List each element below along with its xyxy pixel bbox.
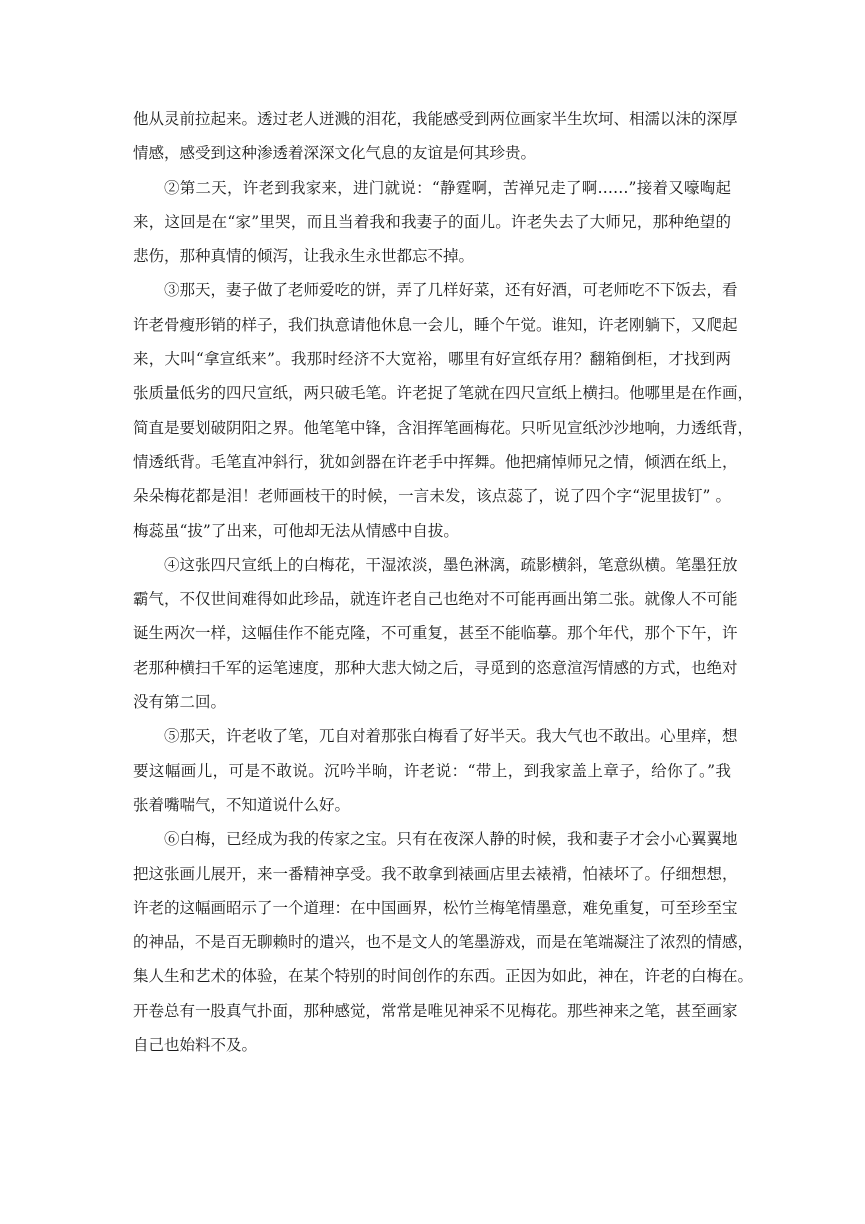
text-line: ③那天，妻子做了老师爱吃的饼，弄了几样好菜，还有好酒，可老师吃不下饭去，看 (164, 281, 738, 300)
text-line: 许老骨瘦形销的样子，我们执意请他休息一会儿，睡个午觉。谁知，许老刚躺下，又爬起 (133, 315, 738, 334)
paragraph-3 (133, 273, 754, 547)
text-line: ④这张四尺宣纸上的白梅花，干湿浓淡，墨色淋漓，疏影横斜，笔意纵横。笔墨狂放 (164, 555, 738, 574)
paragraph-continuation (133, 102, 738, 171)
text-line: 张质量低劣的四尺宣纸，两只破毛笔。许老捉了笔就在四尺宣纸上横扫。他哪里是在作画， (133, 384, 754, 403)
text-line: 诞生两次一样，这幅佳作不能克隆，不可重复，甚至不能临摹。那个年代，那个下午，许 (133, 624, 738, 643)
text-line: 把这张画儿展开，来一番精神享受。我不敢拿到裱画店里去裱褙，怕裱坏了。仔细想想， (133, 864, 738, 883)
text-line: 张着嘴喘气，不知道说什么好。 (133, 795, 351, 814)
text-line: 情透纸背。毛笔直冲斜行，犹如剑器在许老手中挥舞。他把痛悼师兄之情，倾洒在纸上， (133, 452, 738, 471)
text-line: 来，这回是在“家”里哭，而且当着我和我妻子的面儿。许老失去了大师兄，那种绝望的 (133, 212, 731, 231)
text-line: 来，大叫“拿宣纸来”。我那时经济不大宽裕，哪里有好宣纸存用？翻箱倒柜，才找到两 (133, 350, 731, 369)
text-line: 集人生和艺术的体验，在某个特别的时间创作的东西。正因为如此，神在，许老的白梅在。 (133, 967, 754, 986)
paragraph-5 (133, 719, 738, 822)
text-line: 的神品，不是百无聊赖时的遣兴，也不是文人的笔墨游戏，而是在笔端凝注了浓烈的情感， (133, 933, 754, 952)
text-line: 朵朵梅花都是泪！老师画枝干的时候，一言未发，该点蕊了，说了四个字“泥里拔钉” 。 (133, 487, 731, 506)
paragraph-6 (133, 822, 754, 1062)
text-line: ②第二天，许老到我家来，进门就说：“静霆啊，苦禅兄走了啊……”接着又嚎啕起 (164, 178, 731, 197)
text-line: 情感，感受到这种渗透着深深文化气息的友谊是何其珍贵。 (133, 144, 537, 163)
text-line: 自己也始料不及。 (133, 1036, 258, 1055)
paragraph-4 (133, 548, 738, 719)
text-line: ⑥白梅，已经成为我的传家之宝。只有在夜深人静的时候，我和妻子才会小心翼翼地 (164, 830, 738, 849)
text-line: 悲伤，那种真情的倾泻，让我永生永世都忘不掉。 (133, 247, 475, 266)
text-line: 他从灵前拉起来。透过老人迸溅的泪花，我能感受到两位画家半生坎坷、相濡以沫的深厚 (133, 110, 738, 128)
text-line: ⑤那天，许老收了笔，兀自对着那张白梅看了好半天。我大气也不敢出。心里痒，想 (164, 727, 738, 746)
text-line: 许老的这幅画昭示了一个道理：在中国画界，松竹兰梅笔情墨意，难免重复，可至珍至宝 (133, 898, 738, 917)
paragraph-2 (133, 171, 731, 274)
text-line: 没有第二回。 (133, 693, 227, 712)
text-line: 要这幅画儿，可是不敢说。沉吟半晌，许老说：“带上，到我家盖上章子，给你了。”我 (133, 761, 731, 780)
text-line: 老那种横扫千军的运笔速度，那种大悲大恸之后，寻觅到的恣意渲泻情感的方式，也绝对 (133, 658, 738, 677)
text-line: 简直是要划破阴阳之界。他笔笔中锋，含泪挥笔画梅花。只听见宣纸沙沙地响，力透纸背， (133, 418, 754, 437)
text-line: 开卷总有一股真气扑面，那种感觉，常常是唯见神采不见梅花。那些神来之笔，甚至画家 (133, 1001, 738, 1020)
text-line: 霸气，不仅世间难得如此珍品，就连许老自己也绝对不可能再画出第二张。就像人不可能 (133, 590, 738, 609)
document-page (133, 102, 754, 1062)
text-line: 梅蕊虽“拔”了出来，可他却无法从情感中自拔。 (133, 521, 459, 540)
